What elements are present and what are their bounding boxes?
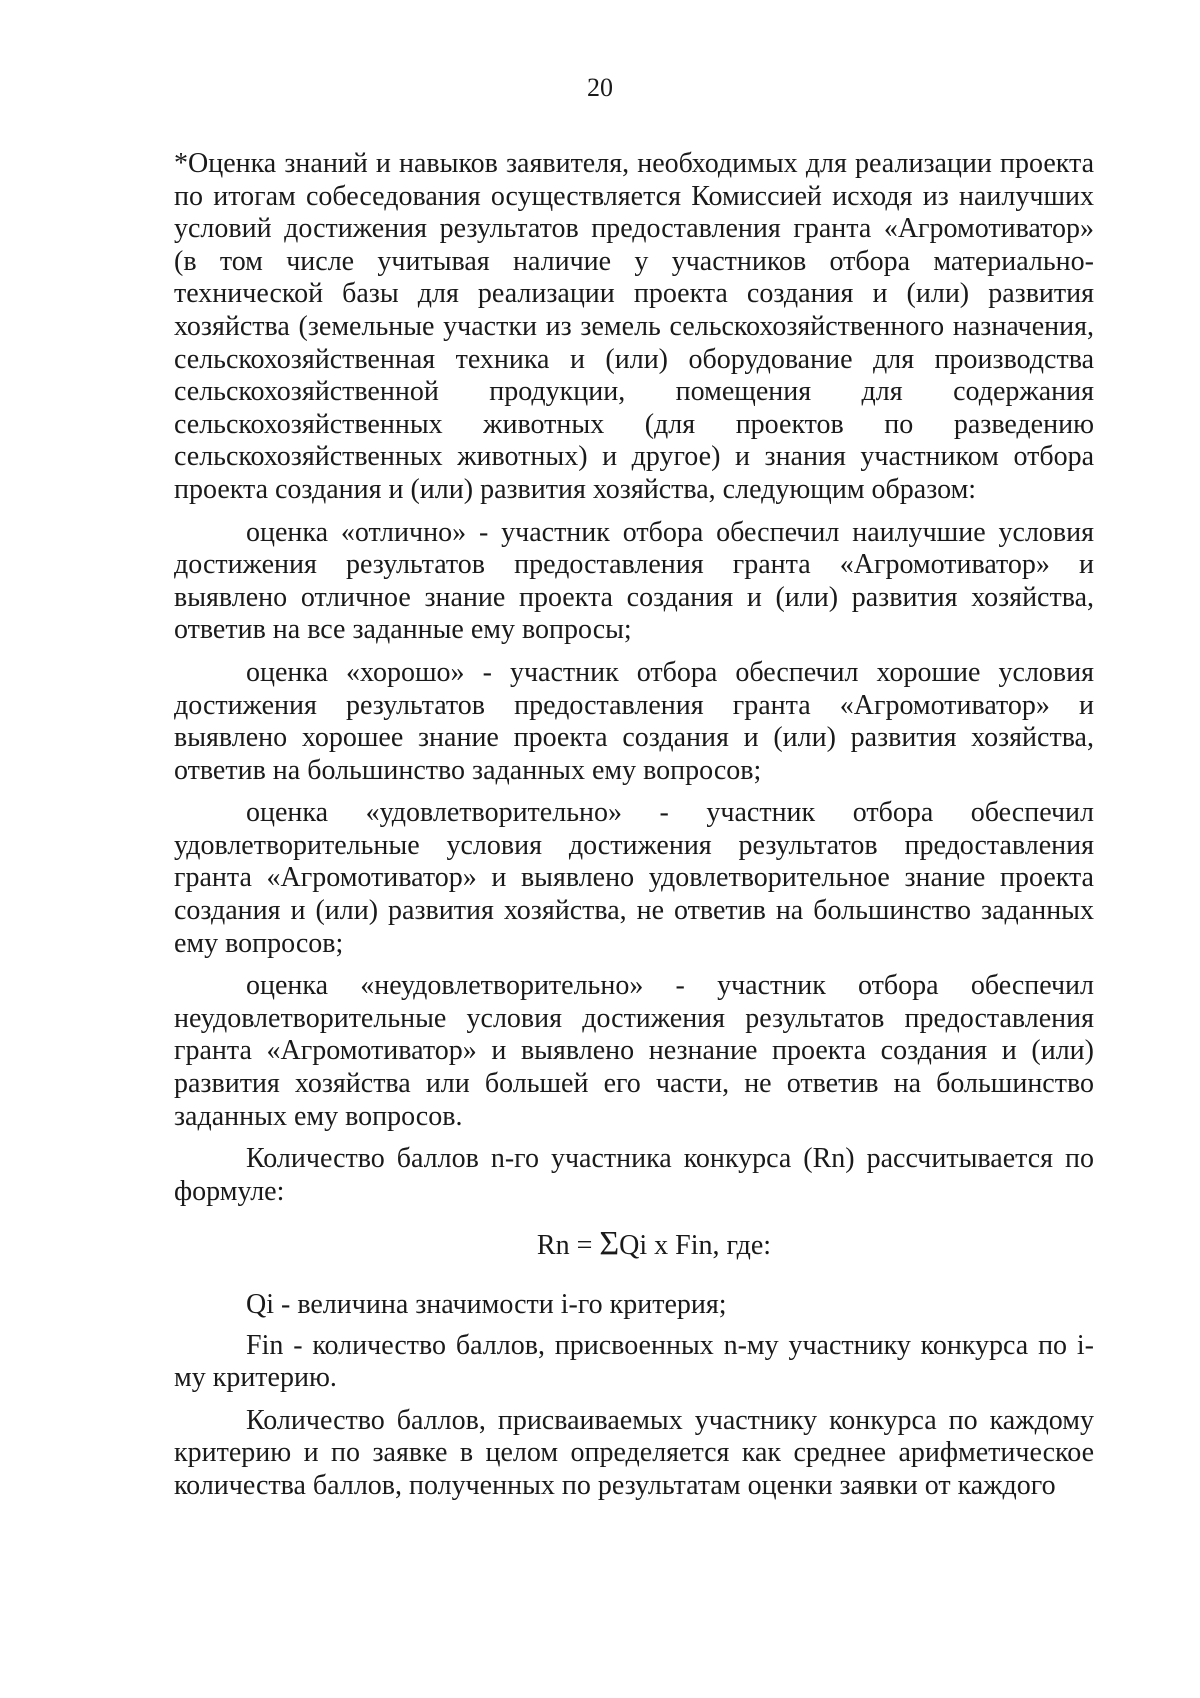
paragraph-assessment-intro: *Оценка знаний и навыков заявителя, необходимых для реализации проекта по итогам собеседования осуществляется Комиссией исходя из наилучших условий достижения результатов предоставления гранта «Агромотиватор» (в том числе учитывая наличие у участников отбора материально-технической базы для реализации проекта создания и (или) развития хозяйства (земельные участки из земель сельскохозяйственного назначения, сельскохозяйственная техника и (или) оборудование для производства сельскохозяйственной продукции, помещения для содержания сельскохозяйственных животных (для проектов по разведению сельскохозяйственных животных) и другое) и знания участником отбора проекта создания и (или) развития хозяйства, следующим образом: <box>174 148 1094 505</box>
paragraph-grade-good: оценка «хорошо» - участник отбора обеспечил хорошие условия достижения результатов предоставления гранта «Агромотиватор» и выявлено хорошее знание проекта создания и (или) развития хозяйства, ответив на большинство заданных ему вопросов; <box>174 656 1094 786</box>
paragraph-score-formula-intro: Количество баллов n-го участника конкурса (Rn) рассчитывается по формуле: <box>174 1143 1094 1207</box>
formula-right: Qi x Fin, где: <box>619 1230 772 1262</box>
score-formula <box>174 1225 1094 1263</box>
paragraph-grade-unsatisfactory: оценка «неудовлетворительно» - участник отбора обеспечил неудовлетворительные условия достижения результатов предоставления гранта «Агромотиватор» и выявлено незнание проекта создания и (или) развития хозяйства или большей его части, не ответив на большинство заданных ему вопросов. <box>174 970 1094 1132</box>
document-body <box>174 148 1094 1513</box>
formula-left: Rn = <box>536 1230 600 1262</box>
sigma-symbol: Σ <box>599 1225 620 1263</box>
paragraph-grade-excellent: оценка «отлично» - участник отбора обеспечил наилучшие условия достижения результатов предоставления гранта «Агромотиватор» и выявлено отличное знание проекта создания и (или) развития хозяйства, ответив на все заданные ему вопросы; <box>174 516 1094 646</box>
paragraph-qi-definition: Qi - величина значимости i-го критерия; <box>246 1289 727 1320</box>
paragraph-grade-satisfactory: оценка «удовлетворительно» - участник отбора обеспечил удовлетворительные условия достижения результатов предоставления гранта «Агромотиватор» и выявлено удовлетворительное знание проекта создания и (или) развития хозяйства, не ответив на большинство заданных ему вопросов; <box>174 797 1094 959</box>
paragraph-fin-definition: Fin - количество баллов, присвоенных n-му участнику конкурса по i-му критерию. <box>174 1329 1094 1394</box>
page-number: 20 <box>587 73 613 102</box>
paragraph-score-calculation: Количество баллов, присваиваемых участнику конкурса по каждому критерию и по заявке в целом определяется как среднее арифметическое количества баллов, полученных по результатам оценки заявки от каждого <box>174 1404 1094 1501</box>
